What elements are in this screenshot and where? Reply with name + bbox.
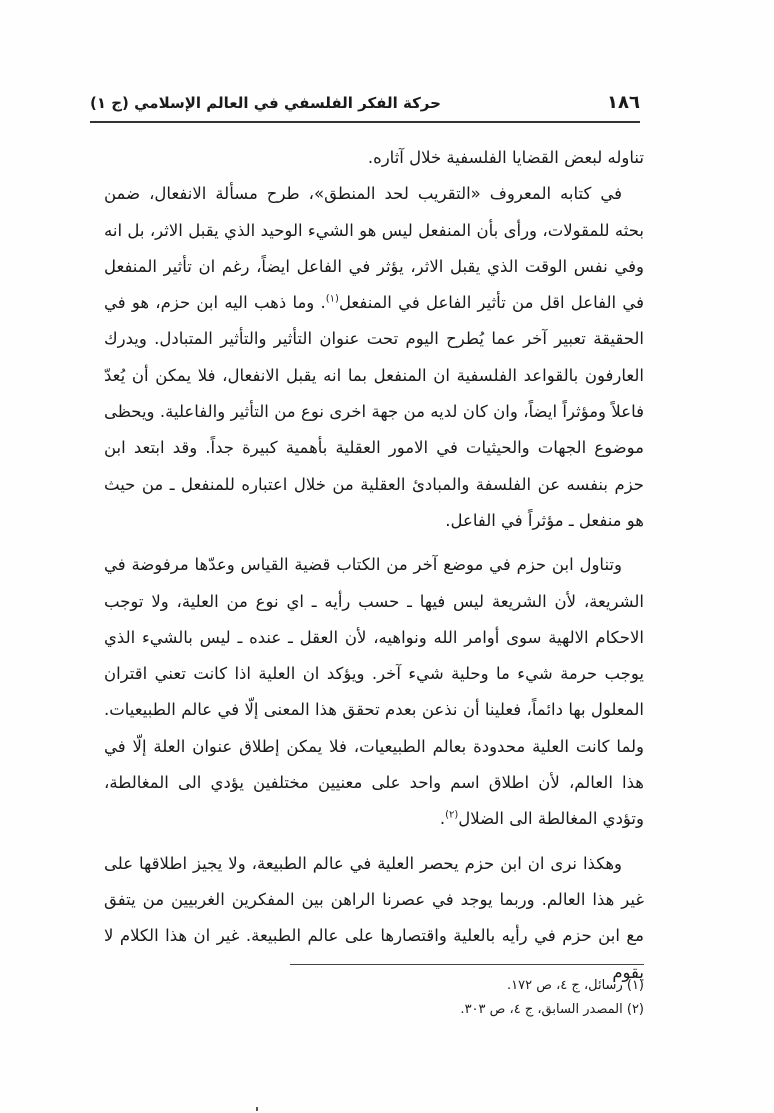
- paragraph-2: [104, 176, 644, 539]
- page-number: ١٨٦: [607, 92, 640, 113]
- paragraph-2-text-b: . وما ذهب اليه ابن حزم، هو في الحقيقة تعبير آخر عما يُطرح اليوم تحت عنوان التأثير والتأثير المتبادل. ويدرك العارفون بالقواعد الفلسفية ان المنفعل بما انه يقبل الانفعال، فلا يمكن أن يُعدّ فاعلاً ومؤثراً ايضاً، وان كان لديه من جهة اخرى نوع من التأثير والفاعلية. ويحظى موضوع الجهات والحيثيات في الامور العقلية بأهمية كبيرة جداً. وقد ابتعد ابن حزم بنفسه عن الفلسفة والمبادئ العقلية من خلال اعتباره للمنفعل ـ من حيث هو منفعل ـ مؤثراً في الفاعل.: [104, 293, 644, 530]
- paragraph-1: تناوله لبعض القضايا الفلسفية خلال آثاره.: [367, 148, 644, 167]
- paragraph-3-text-b: .: [439, 809, 446, 829]
- footnote-1: (١) رسائل، ج ٤، ص ١٧٢.: [507, 978, 644, 993]
- paragraph-3-text-a: وتناول ابن حزم في موضع آخر من الكتاب قضية القياس وعدّها مرفوضة في الشريعة، لأن الشريعة ليس فيها ـ حسب رأيه ـ اي نوع من العلية، ولا توجب الاحكام الالهية سوى أوامر الله ونواهيه، لأن العقل ـ عنده ـ ليس بالشيء الذي يوجب حرمة شيء ما وحلية شيء آخر. ويؤكد ان العلية اذا كانت تعني اقتران المعلول بها دائماً، فعلينا أن نذعن بعدم تحقق هذا المعنى إلّا في عالم الطبيعيات. ولما كانت العلية محدودة بعالم الطبيعيات، فلا يمكن إطلاق عنوان العلة إلّا في هذا العالم، لأن اطلاق اسم واحد على معنيين مختلفين يؤدي الى المغالطة، وتؤدي المغالطة الى الضلال: [104, 555, 644, 829]
- footnote-2: (٢) المصدر السابق، ج ٤، ص ٣٠٣.: [460, 1002, 644, 1017]
- footnote-divider: [290, 964, 644, 965]
- footnote-ref-1[interactable]: (١): [325, 293, 339, 305]
- paragraph-3: [104, 547, 644, 837]
- page-header: [90, 84, 640, 118]
- paragraph-4: وهكذا نرى ان ابن حزم يحصر العلية في عالم الطبيعة، ولا يجيز اطلاقها على غير هذا العالم. وربما يوجد في عصرنا الراهن بين المفكرين الغربيين من يتفق مع ابن حزم في رأيه بالعلية واقتصارها على عالم الطبيعة. غير ان هذا الكلام لا يقوم: [104, 853, 644, 982]
- paragraph-2-text-a: في كتابه المعروف «التقريب لحد المنطق»، طرح مسألة الانفعال، ضمن بحثه للمقولات، ورأى بأن المنفعل ليس هو الشيء الوحيد الذي يقبل الاثر، بل انه وفي نفس الوقت الذي يقبل الاثر، يؤثر في الفاعل ايضاً، رغم ان تأثير المنفعل في الفاعل اقل من تأثير الفاعل في المنفعل: [104, 184, 644, 313]
- main-text: [104, 140, 644, 991]
- footnote-ref-2[interactable]: (٢): [445, 809, 459, 821]
- footnotes: [290, 974, 644, 1022]
- header-divider: [90, 121, 640, 123]
- running-title: حركة الفكر الفلسفي في العالم الإسلامي (ج ١): [90, 94, 441, 112]
- scan-artifact: [256, 1107, 258, 1111]
